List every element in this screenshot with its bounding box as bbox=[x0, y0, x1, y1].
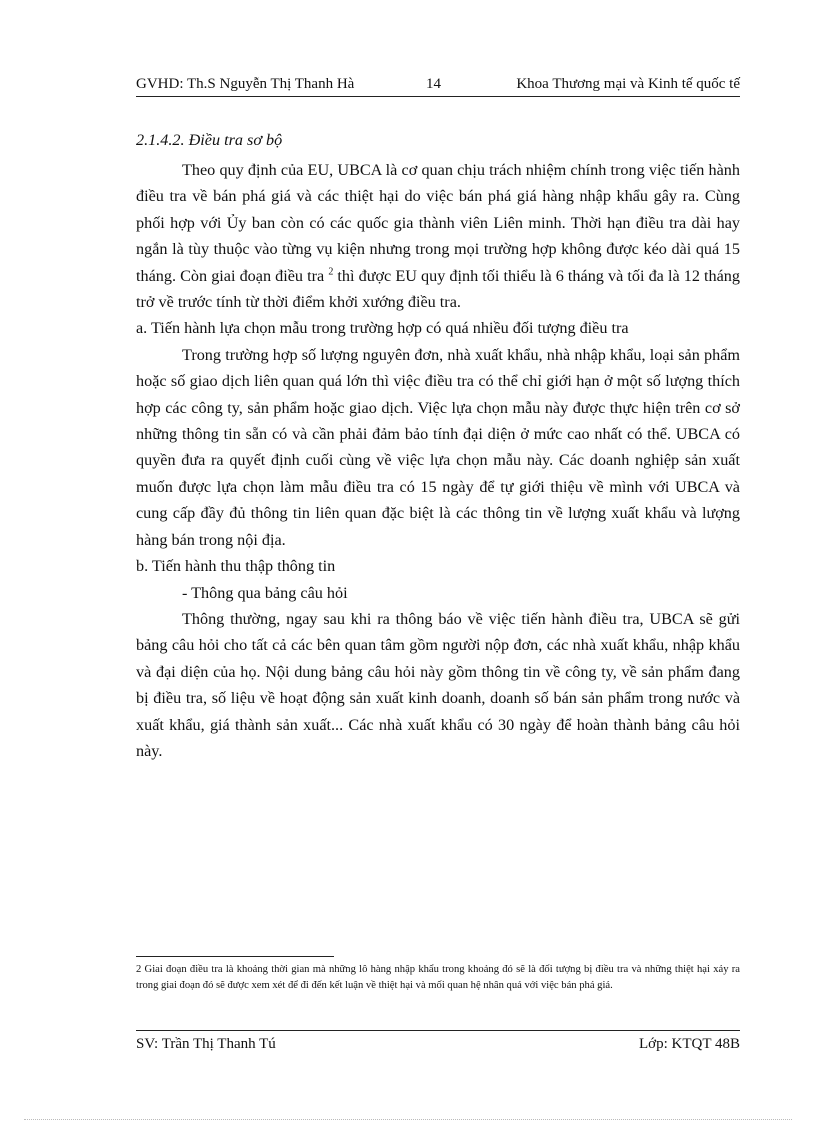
subheading-sample-selection: a. Tiến hành lựa chọn mẫu trong trường hợp có quá nhiều đối tượng điều tra bbox=[136, 319, 629, 338]
paragraph-text: thì được EU quy định tối thiểu là 6 tháng và tối đa là 12 tháng trở về trước tính từ thời điểm khởi xướng điều tra. bbox=[136, 266, 740, 312]
footnote-reference: 2 bbox=[328, 266, 334, 278]
document-body bbox=[136, 127, 740, 764]
footnote-text: Giai đoạn điều tra là khoảng thời gian mà những lô hàng nhập khẩu trong khoảng đó sẽ là đối tượng bị điều tra và những thiệt hại xảy ra trong giai đoạn đó sẽ được xem xét để đi đến kết luận về thiệt hại và mối quan hệ nhân quả với việc bán phá giá. bbox=[136, 964, 740, 991]
paragraph-investigation-intro bbox=[136, 157, 740, 315]
footer-student: SV: Trần Thị Thanh Tú bbox=[136, 1036, 276, 1052]
footer-class: Lớp: KTQT 48B bbox=[639, 1036, 740, 1052]
footnote-number: 2 bbox=[136, 964, 142, 975]
footnote bbox=[136, 962, 740, 993]
paragraph-questionnaire: Thông thường, ngay sau khi ra thông báo về việc tiến hành điều tra, UBCA sẽ gửi bảng câu hỏi cho tất cả các bên quan tâm gồm người nộp đơn, các nhà xuất khẩu, nhập khẩu và đại diện của họ. Nội dung bảng câu hỏi này gồm thông tin về công ty, về sản phẩm đang bị điều tra, số liệu về hoạt động sản xuất kinh doanh, doanh số bán sản phẩm trong nước và xuất khẩu, giá thành sản xuất... Các nhà xuất khẩu có 30 ngày để hoàn thành bảng câu hỏi này. bbox=[136, 609, 740, 760]
subheading-information-collection: b. Tiến hành thu thập thông tin bbox=[136, 557, 336, 576]
section-heading: 2.1.4.2. Điều tra sơ bộ bbox=[136, 131, 283, 149]
header-advisor: GVHD: Th.S Nguyễn Thị Thanh Hà bbox=[136, 76, 355, 92]
paragraph-sample-selection: Trong trường hợp số lượng nguyên đơn, nhà xuất khẩu, nhà nhập khẩu, loại sản phẩm hoặc số giao dịch liên quan quá lớn thì việc điều tra có thể chỉ giới hạn ở một số lượng thích hợp các công ty, sản phẩm hoặc giao dịch. Việc lựa chọn mẫu này được thực hiện trên cơ sở những thông tin sẵn có và cần phải đảm bảo tính đại diện ở mức cao nhất có thể. UBCA có quyền đưa ra quyết định cuối cùng về việc lựa chọn mẫu này. Các doanh nghiệp sản xuất muốn được lựa chọn làm mẫu điều tra có 15 ngày để tự giới thiệu về mình với UBCA và cung cấp đầy đủ thông tin liên quan đặc biệt là các thông tin về lượng xuất khẩu và lượng hàng bán trong nội địa. bbox=[136, 345, 740, 549]
page-footer bbox=[136, 1030, 740, 1055]
header-faculty: Khoa Thương mại và Kinh tế quốc tế bbox=[516, 76, 740, 92]
subheading-questionnaire: - Thông qua bảng câu hỏi bbox=[182, 583, 348, 602]
page-header bbox=[136, 74, 740, 97]
paragraph-text: Theo quy định của EU, UBCA là cơ quan chịu trách nhiệm chính trong việc tiến hành điều tra về bán phá giá và các thiệt hại do việc bán phá giá hàng nhập khẩu gây ra. Cùng phối hợp với Ủy ban còn có các quốc gia thành viên Liên minh. Thời hạn điều tra dài hay ngắn là tùy thuộc vào từng vụ kiện nhưng trong mọi trường hợp không được kéo dài quá 15 tháng. Còn giai đoạn điều tra bbox=[136, 161, 740, 285]
page-bottom-divider bbox=[24, 1119, 792, 1120]
page-number: 14 bbox=[426, 76, 441, 92]
footnote-divider bbox=[136, 956, 334, 957]
